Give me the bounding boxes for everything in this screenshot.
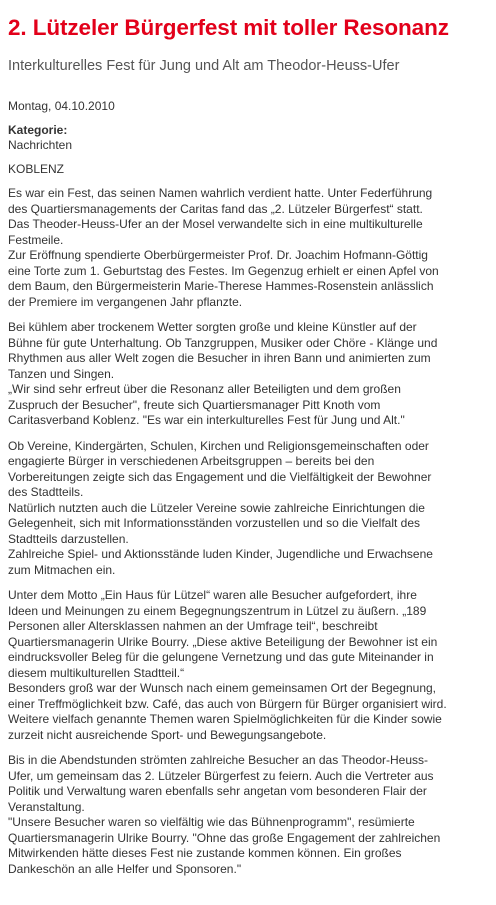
paragraph-line: Mitwirkenden hätte dieses Fest nie zustande kommen können. Ein großes — [8, 846, 402, 860]
paragraph-line: Politik und Verwaltung waren ebenfalls sehr angetan vom besonderen Flair der — [8, 784, 427, 798]
article-headline: 2. Lützeler Bürgerfest mit toller Resonanz — [8, 15, 449, 40]
paragraph-line: der Premiere im vergangenen Jahr pflanzte. — [8, 294, 243, 309]
article-paragraph — [8, 588, 486, 743]
paragraph-line: Vorbereitungen zeigte sich das Engagement und die Vielfältigkeit der Bewohner — [8, 469, 432, 484]
paragraph-line: Veranstaltung. — [8, 799, 85, 814]
paragraph-line: Zur Eröffnung spendierte Oberbürgermeister Prof. Dr. Joachim Hofmann-Göttig — [8, 248, 428, 262]
paragraph-line: dem Baum, den Bürgermeisterin Marie-Therese Hammes-Rosenstein anlässlich — [8, 279, 434, 293]
article-body — [8, 186, 486, 877]
paragraph-line: Bühne für gute Unterhaltung. Ob Tanzgruppen, Musiker oder Chöre - Klänge und — [8, 335, 438, 350]
paragraph-line: einer Treffmöglichkeit bzw. Café, das auch von Bürgern für Bürger organisiert wird. — [8, 696, 447, 711]
paragraph-line: Caritasverband Koblenz. "Es war ein interkulturelles Fest für Jung und Alt." — [8, 413, 405, 427]
paragraph-line: „Wir sind sehr erfreut über die Resonanz aller Beteiligten und dem großen — [8, 382, 401, 396]
paragraph-line: Bis in die Abendstunden strömten zahlreiche Besucher an das Theodor-Heuss- — [8, 753, 429, 767]
paragraph-line: des Quartiersmanagements der Caritas fand das „2. Lützeler Bürgerfest“ statt. — [8, 201, 423, 216]
paragraph-line: Gelegenheit, sich mit Informationsständen vorzustellen und so die Vielfalt des — [8, 516, 421, 530]
paragraph-line: Rhythmen aus aller Welt zogen die Besucher in ihren Bann und animierten zum — [8, 351, 431, 365]
paragraph-line: Das Theoder-Heuss-Ufer an der Mosel verwandelte sich in eine multikulturelle — [8, 217, 423, 231]
article-paragraph — [8, 753, 486, 877]
dateline-place: KOBLENZ — [8, 162, 65, 176]
article-subheadline: Interkulturelles Fest für Jung und Alt am Theodor-Heuss-Ufer — [8, 58, 400, 74]
paragraph-line: Stadtteils darzustellen. — [8, 531, 129, 546]
paragraph-line: Natürlich nutzten auch die Lützeler Vereine sowie zahlreiche Einrichtungen die — [8, 500, 425, 515]
article-paragraph — [8, 439, 486, 579]
paragraph-line: engagierte Bürger in verschiedenen Arbeitsgruppen – bereits bei den — [8, 454, 375, 468]
paragraph-line: Ideen und Meinungen zu einem Begegnungszentrum in Lützel zu äußern. „189 — [8, 603, 427, 618]
paragraph-line: eine Torte zum 1. Geburtstag des Festes. Im Gegenzug erhielt er einen Apfel von — [8, 263, 439, 278]
category-label: Kategorie: — [8, 123, 68, 137]
paragraph-line: "Unsere Besucher waren so vielfältig wie das Bühnenprogramm", resümierte — [8, 815, 415, 829]
paragraph-line: des Stadtteils. — [8, 485, 84, 499]
paragraph-line: zurzeit nicht ausreichende Sport- und Bewegungsangebote. — [8, 727, 327, 742]
article-paragraph — [8, 186, 486, 310]
news-article — [0, 14, 496, 877]
paragraph-line: Ufer, um gemeinsam das 2. Lützeler Bürgerfest zu feiern. Auch die Vertreter aus — [8, 768, 434, 783]
paragraph-line: Bei kühlem aber trockenem Wetter sorgten große und kleine Künstler auf der — [8, 320, 417, 334]
paragraph-line: Personen aller Altersklassen nahmen an der Umfrage teil“, beschreibt — [8, 619, 378, 633]
paragraph-line: Festmeile. — [8, 232, 64, 247]
paragraph-line: Quartiersmanagerin Ulrike Bourry. "Ohne das große Engagement der zahlreichen — [8, 830, 441, 845]
paragraph-line: Es war ein Fest, das seinen Namen wahrlich verdient hatte. Unter Federführung — [8, 186, 433, 200]
article-paragraph — [8, 320, 486, 429]
paragraph-line: Weitere vielfach genannte Themen waren Spielmöglichkeiten für die Kinder sowie — [8, 712, 442, 726]
paragraph-line: Unter dem Motto „Ein Haus für Lützel“ waren alle Besucher aufgefordert, ihre — [8, 588, 417, 602]
paragraph-line: zum Mitmachen ein. — [8, 562, 116, 577]
paragraph-line: Dankeschön an alle Helfer und Sponsoren." — [8, 861, 242, 876]
paragraph-line: Tanzen und Singen. — [8, 366, 115, 381]
paragraph-line: diesem multikulturellen Stadtteil.“ — [8, 665, 185, 680]
paragraph-line: Zahlreiche Spiel- und Aktionsstände luden Kinder, Jugendliche und Erwachsene — [8, 547, 433, 561]
paragraph-line: Zuspruch der Besucher", freute sich Quartiersmanager Pitt Knoth vom — [8, 397, 381, 412]
paragraph-line: Quartiersmanagerin Ulrike Bourry. „Diese aktive Beteiligung der Bewohner ist ein — [8, 634, 438, 649]
paragraph-line: Besonders groß war der Wunsch nach einem gemeinsamen Ort der Begegnung, — [8, 681, 437, 695]
paragraph-line: Ob Vereine, Kindergärten, Schulen, Kirchen und Religionsgemeinschaften oder — [8, 438, 429, 453]
category-value: Nachrichten — [8, 138, 73, 152]
paragraph-line: eindrucksvoller Beleg für die gelungene Vernetzung und das gute Miteinander in — [8, 650, 434, 664]
publication-date: Montag, 04.10.2010 — [8, 99, 115, 113]
